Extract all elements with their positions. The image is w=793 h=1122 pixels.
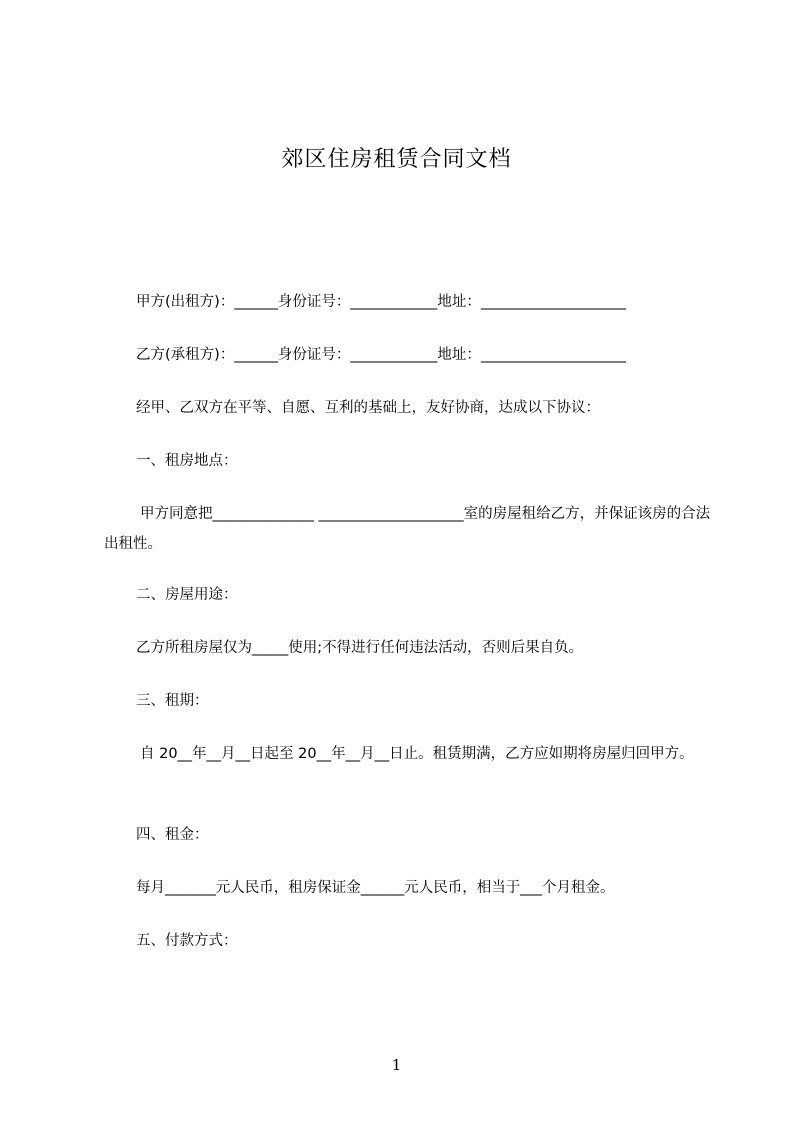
section-heading-location: 一、租房地点：	[136, 453, 238, 469]
party-a-line: 甲方(出租方)：______身份证号：____________地址：____________________	[136, 294, 626, 310]
section-body-location: 甲方同意把______________ ____________________室的房屋租给乙方，并保证该房的合法出租性。	[104, 506, 711, 552]
section-heading-rent: 四、租金：	[136, 827, 209, 843]
section-body-term: 自 20__年__月__日起至 20__年__月__日止。租赁期满，乙方应如期将房屋归回甲方。	[140, 746, 694, 762]
section-heading-term: 三、租期：	[136, 693, 209, 709]
page-number: 1	[391, 1056, 402, 1074]
section-heading-purpose: 二、房屋用途：	[136, 587, 238, 603]
section-body-rent: 每月_______元人民币，租房保证金______元人民币，相当于___个月租金。	[136, 880, 615, 896]
party-b-line: 乙方(承租方)：______身份证号：____________地址：____________________	[136, 347, 626, 363]
section-body-purpose: 乙方所租房屋仅为_____使用;不得进行任何违法活动，否则后果自负。	[136, 640, 584, 656]
section-heading-payment: 五、付款方式：	[136, 933, 238, 949]
document-title: 郊区住房租赁合同文档	[281, 147, 512, 172]
preamble-text: 经甲、乙双方在平等、自愿、互利的基础上，友好协商，达成以下协议：	[136, 400, 600, 416]
